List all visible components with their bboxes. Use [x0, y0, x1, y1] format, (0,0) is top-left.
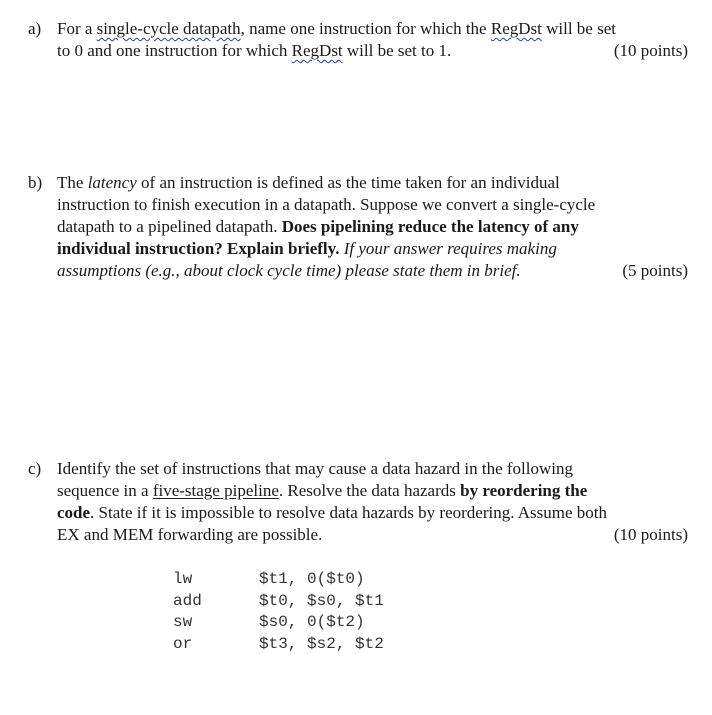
code-operands: $t3, $s2, $t2 — [259, 634, 384, 653]
code-opcode: lw — [173, 570, 193, 588]
question-b-text-2: instruction to finish execution in a datapath. Suppose we convert a single-cycle — [57, 195, 596, 214]
question-c-bold-2: by reordering the — [460, 481, 588, 500]
question-a-line-2 — [0, 40, 712, 62]
five-stage-pipeline-term: five-stage pipeline — [152, 481, 279, 500]
question-c-text-1: Identify the set of instructions that may cause a data hazard in the following — [57, 459, 573, 478]
question-a-points: (10 points) — [613, 41, 688, 60]
question-b-text-4 — [57, 238, 557, 260]
code-line — [0, 570, 712, 592]
question-c-line-2 — [0, 480, 712, 502]
question-a-line-1 — [0, 18, 712, 40]
question-b-bold-4: individual instruction? Explain briefly. — [57, 239, 340, 258]
regdst-term: RegDst — [490, 19, 542, 38]
question-a-text-1 — [57, 18, 616, 40]
code-line — [0, 613, 712, 635]
question-b-ital-5: assumptions (e.g., about clock cycle time) please state them in brief. — [57, 261, 521, 280]
latency-term: latency — [87, 173, 137, 192]
question-b-line-5 — [0, 260, 712, 282]
code-line — [0, 592, 712, 614]
regdst-term-2: RegDst — [291, 41, 343, 60]
question-c-bold-3: code — [57, 503, 91, 522]
code-operands: $s0, 0($t2) — [259, 613, 365, 631]
question-c-line-1 — [0, 458, 712, 480]
code-opcode: sw — [173, 613, 193, 631]
single-cycle-datapath-term: single-cycle datapath — [96, 19, 241, 38]
question-a-text-2b: will be set to 1. — [342, 41, 452, 60]
question-b — [0, 172, 712, 282]
question-b-text-1 — [57, 172, 560, 194]
code-operands: $t1, 0($t0) — [259, 570, 365, 588]
question-c-text-2b: . Resolve the data hazards — [278, 481, 461, 500]
question-c-text-3a: . State if it is impossible to resolve data hazards by reordering. Assume both — [90, 503, 608, 522]
question-c-text-2 — [57, 480, 587, 502]
question-c-line-3 — [0, 502, 712, 524]
code-opcode: add — [173, 591, 202, 610]
question-b-text-1b: of an instruction is defined as the time taken for an individual — [136, 173, 560, 192]
question-a-text-1b: , name one instruction for which the — [240, 19, 491, 38]
question-c-line-4 — [0, 524, 712, 546]
question-b-line-2 — [0, 194, 712, 216]
question-a — [0, 18, 712, 62]
question-b-text-3 — [57, 216, 579, 238]
question-b-label: b) — [28, 173, 43, 192]
code-opcode: or — [173, 634, 193, 653]
question-b-ital-4: If your answer requires making — [343, 239, 557, 258]
question-c-text-3 — [57, 502, 607, 524]
question-b-line-1 — [0, 172, 712, 194]
question-a-text-2 — [57, 40, 451, 62]
question-b-text-1a: The — [57, 173, 88, 192]
question-a-text-1a: For a — [57, 19, 97, 38]
question-b-line-3 — [0, 216, 712, 238]
question-a-label: a) — [28, 19, 42, 38]
code-block — [0, 570, 712, 656]
question-a-text-1c: will be set — [541, 19, 616, 38]
question-c-text-4: EX and MEM forwarding are possible. — [57, 525, 323, 544]
question-b-text-3a: datapath to a pipelined datapath. — [57, 217, 282, 236]
question-b-bold-3: Does pipelining reduce the latency of any — [281, 217, 579, 236]
question-c-text-2a: sequence in a — [57, 481, 153, 500]
question-b-line-4 — [0, 238, 712, 260]
question-b-points: (5 points) — [622, 261, 688, 280]
code-operands: $t0, $s0, $t1 — [259, 591, 384, 610]
question-c-label: c) — [28, 459, 42, 478]
code-line — [0, 635, 712, 657]
question-c-points: (10 points) — [613, 525, 688, 544]
question-a-text-2a: to 0 and one instruction for which — [57, 41, 292, 60]
question-c — [0, 458, 712, 546]
